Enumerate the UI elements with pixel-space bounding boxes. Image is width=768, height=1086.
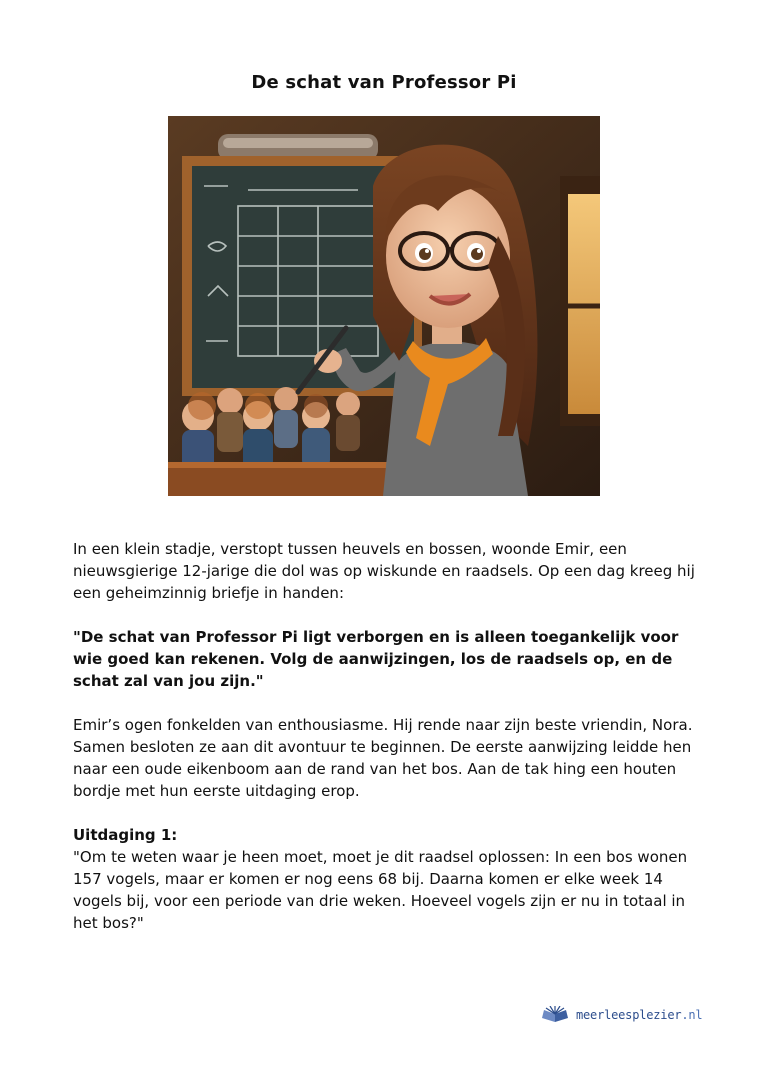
- classroom-scene: [168, 116, 600, 496]
- story-paragraph: Emir’s ogen fonkelden van enthousiasme. Hij rende naar zijn beste vriendin, Nora. Samen besloten ze aan dit avontuur te beginnen. De eerste aanwijzing leidde hen naar een oude eikenboom aan de rand van het bos. Aan de tak hing een houten bordje met hun eerste uitdaging erop.: [73, 716, 693, 800]
- challenge-text: "Om te weten waar je heen moet, moet je dit raadsel oplossen: In een bos wonen 157 vogels, maar er komen er nog eens 68 bij. Daarna komen er elke week 14 vogels bij, voor een periode van drie weken. Hoeveel vogels zijn er nu in totaal in het bos?": [73, 848, 688, 932]
- logo-text: [576, 1008, 702, 1022]
- challenge-heading: Uitdaging 1:: [73, 826, 178, 844]
- story-text: [73, 538, 701, 934]
- logo-suffix: .nl: [681, 1008, 703, 1022]
- book-icon: [540, 1006, 570, 1024]
- intro-paragraph: In een klein stadje, verstopt tussen heuvels en bossen, woonde Emir, een nieuwsgierige 12-jarige die dol was op wiskunde en raadsels. Op een dag kreeg hij een geheimzinnig briefje in handen:: [73, 540, 695, 602]
- page-title: De schat van Professor Pi: [251, 72, 517, 93]
- site-logo: [540, 1003, 702, 1027]
- logo-main: meerleesplezier: [576, 1008, 682, 1022]
- secret-note-paragraph: "De schat van Professor Pi ligt verborgen en is alleen toegankelijk voor wie goed kan rekenen. Volg de aanwijzingen, los de raadsels op, en de schat zal van jou zijn.": [73, 628, 679, 690]
- teacher-illustration: [168, 116, 600, 496]
